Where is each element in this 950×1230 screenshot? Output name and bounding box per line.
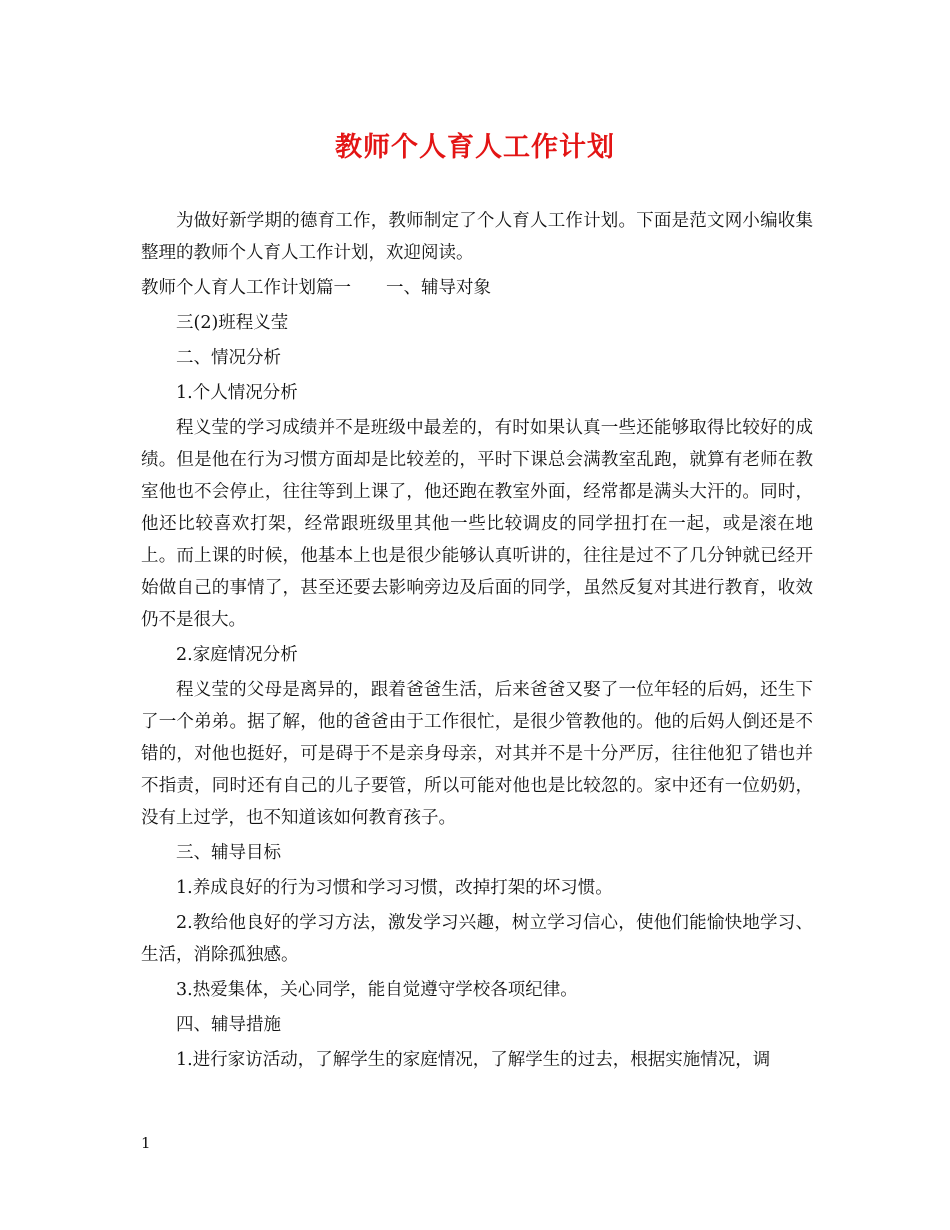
goal-item-3: 3.热爱集体，关心同学，能自觉遵守学校各项纪律。: [176, 980, 578, 1000]
document-title: 教师个人育人工作计划: [335, 132, 615, 163]
document-body: [141, 205, 813, 1079]
heading-personal-analysis: 1.个人情况分析: [176, 383, 298, 403]
heading-situation-analysis: 二、情况分析: [176, 348, 281, 368]
measure-item-1: 1.进行家访活动，了解学生的家庭情况，了解学生的过去，根据实施情况，调: [176, 1050, 771, 1070]
heading-goals: 三、辅导目标: [176, 843, 281, 863]
paragraph-personal-analysis: 程义莹的学习成绩并不是班级中最差的，有时如果认真一些还能够取得比较好的成绩。但是他在行为习惯方面却是比较差的，平时下课总会满教室乱跑，就算有老师在教室他也不会停止，往往等到上课了，他还跑在教室外面，经常都是满头大汗的。同时，他还比较喜欢打架，经常跟班级里其他一些比较调皮的同学扭打在一起，或是滚在地上。而上课的时候，他基本上也是很少能够认真听讲的，往往是过不了几分钟就已经开始做自己的事情了，甚至还要去影响旁边及后面的同学，虽然反复对其进行教育，收效仍不是很大。: [141, 418, 813, 630]
goal-item-2: 2.教给他良好的学习方法，激发学习兴趣，树立学习信心，使他们能愉快地学习、生活，消除孤独感。: [141, 913, 813, 965]
paragraph-section-heading: 教师个人育人工作计划篇一 一、辅导对象: [141, 278, 491, 298]
heading-family-analysis: 2.家庭情况分析: [176, 645, 298, 665]
goal-item-1: 1.养成良好的行为习惯和学习习惯，改掉打架的坏习惯。: [176, 878, 613, 898]
paragraph-student: 三(2)班程义莹: [176, 313, 289, 333]
paragraph-family-analysis: 程义莹的父母是离异的，跟着爸爸生活，后来爸爸又娶了一位年轻的后妈，还生下了一个弟弟。据了解，他的爸爸由于工作很忙，是很少管教他的。他的后妈人倒还是不错的，对他也挺好，可是碍于不是亲身母亲，对其并不是十分严厉，往往他犯了错也并不指责，同时还有自己的儿子要管，所以可能对他也是比较忽的。家中还有一位奶奶，没有上过学，也不知道该如何教育孩子。: [141, 680, 813, 828]
page-number: 1: [141, 1134, 151, 1152]
heading-measures: 四、辅导措施: [176, 1015, 281, 1035]
paragraph-intro: 为做好新学期的德育工作，教师制定了个人育人工作计划。下面是范文网小编收集整理的教师个人育人工作计划，欢迎阅读。: [141, 211, 813, 263]
